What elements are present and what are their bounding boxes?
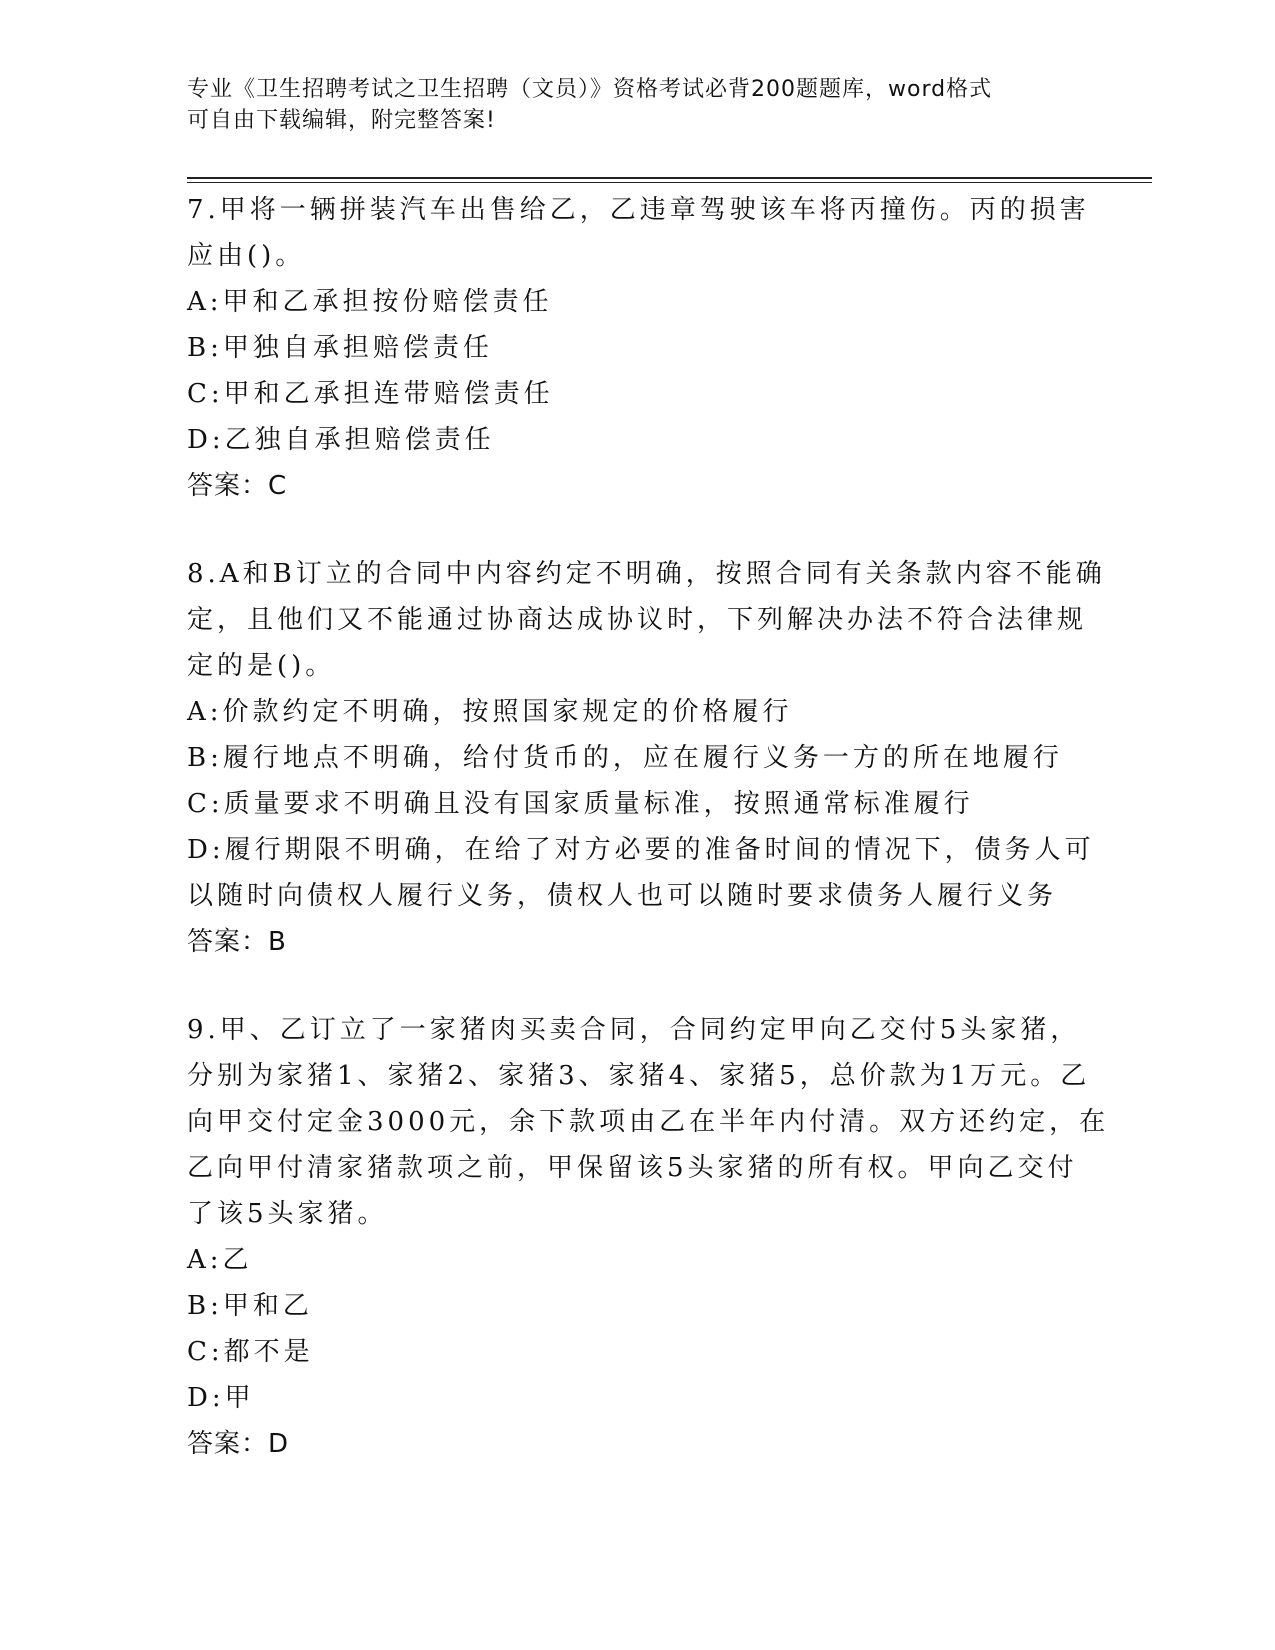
document-header [187, 74, 1087, 136]
option-b: B:甲独自承担赔偿责任 [187, 333, 493, 363]
question-7 [187, 187, 1107, 509]
question-stem-line: 向甲交付定金3000元，余下款项由乙在半年内付清。双方还约定，在 [187, 1107, 1110, 1137]
option-d-continued: 以随时向债权人履行义务，债权人也可以随时要求债务人履行义务 [187, 881, 1058, 911]
answer-label: 答案：D [187, 1429, 290, 1459]
option-a: A:乙 [187, 1245, 253, 1275]
option-a: A:价款约定不明确，按照国家规定的价格履行 [187, 697, 793, 727]
option-c: C:都不是 [187, 1337, 314, 1367]
answer-label: 答案：B [187, 927, 287, 957]
option-d: D:履行期限不明确，在给了对方必要的准备时间的情况下，债务人可 [187, 835, 1095, 865]
option-b: B:甲和乙 [187, 1291, 313, 1321]
question-stem-line: 了该5头家猪。 [187, 1199, 388, 1229]
question-stem-line: 分别为家猪1、家猪2、家猪3、家猪4、家猪5，总价款为1万元。乙 [187, 1061, 1091, 1091]
option-c: C:质量要求不明确且没有国家质量标准，按照通常标准履行 [187, 789, 974, 819]
option-b: B:履行地点不明确，给付货币的，应在履行义务一方的所在地履行 [187, 743, 1063, 773]
question-stem-line: 定，且他们又不能通过协商达成协议时，下列解决办法不符合法律规 [187, 605, 1088, 635]
option-d: D:乙独自承担赔偿责任 [187, 425, 495, 455]
option-d: D:甲 [187, 1383, 255, 1413]
question-stem-line: 乙向甲付清家猪款项之前，甲保留该5头家猪的所有权。甲向乙交付 [187, 1153, 1078, 1183]
question-stem-line: 7.甲将一辆拼装汽车出售给乙，乙违章驾驶该车将丙撞伤。丙的损害 [187, 195, 1090, 225]
question-8 [187, 551, 1107, 965]
question-stem-line: 8.A和B订立的合同中内容约定不明确，按照合同有关条款内容不能确 [187, 559, 1106, 589]
header-line: 可自由下载编辑，附完整答案! [187, 108, 496, 133]
question-stem-line: 应由()。 [187, 241, 306, 271]
question-stem-line: 9.甲、乙订立了一家猪肉买卖合同，合同约定甲向乙交付5头家猪， [187, 1015, 1081, 1045]
question-9 [187, 1007, 1110, 1467]
question-stem-line: 定的是()。 [187, 651, 336, 681]
answer-label: 答案：C [187, 471, 288, 501]
header-divider [187, 177, 1152, 179]
option-c: C:甲和乙承担连带赔偿责任 [187, 379, 554, 409]
option-a: A:甲和乙承担按份赔偿责任 [187, 287, 553, 317]
header-divider-thin [187, 182, 1152, 183]
header-line: 专业《卫生招聘考试之卫生招聘（文员）》资格考试必背200题题库，word格式 [187, 77, 993, 102]
